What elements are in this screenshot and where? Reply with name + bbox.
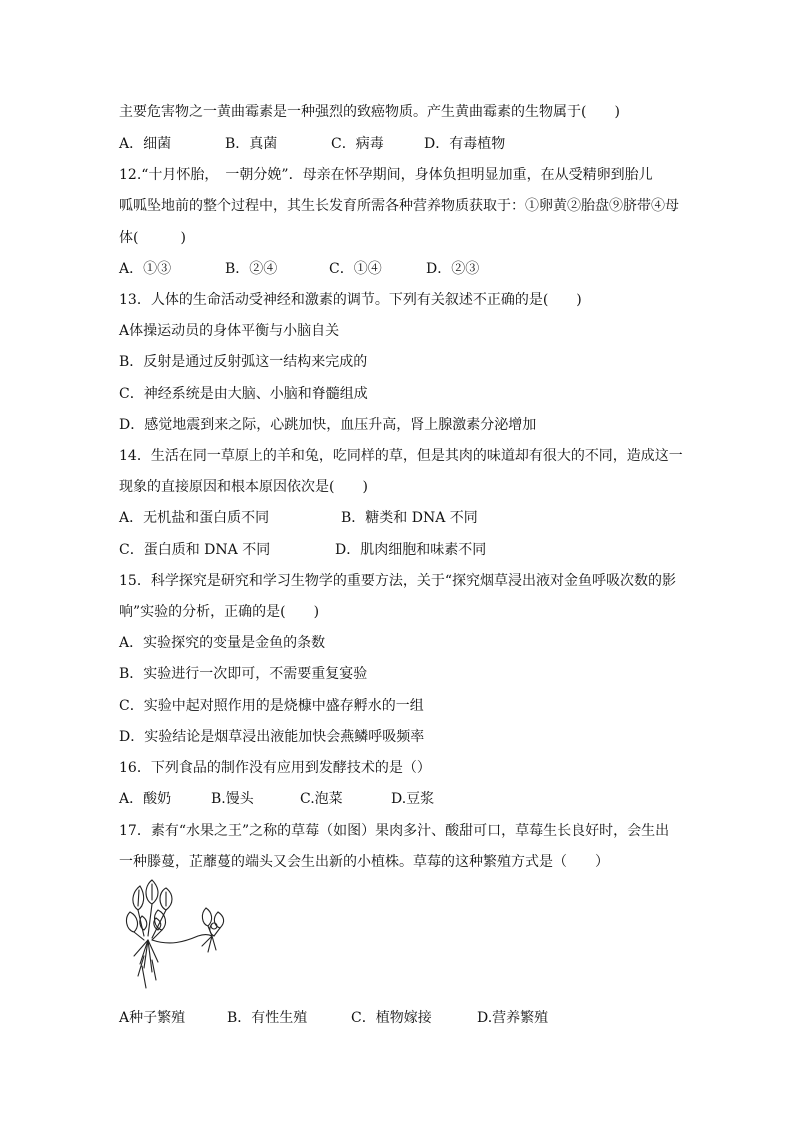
q17-option-d: D.营养繁殖 xyxy=(477,1010,549,1026)
q11-option-c: C．病毒 xyxy=(331,136,384,152)
q14-option-a: A．无机盐和蛋白质不同 xyxy=(119,510,270,526)
q14-stem-line2: 现象的直接原因和根本原因依次是( ) xyxy=(119,479,368,495)
q17-stem-line1: 17．素有“水果之王”之称的草莓（如图）果肉多汁、酸甜可口，草莓生长良好时，会生出 xyxy=(119,823,670,839)
q11-stem: 主要危害物之一黄曲霉素是一种强烈的致癌物质。产生黄曲霉素的生物属于( ) xyxy=(119,104,620,120)
strawberry-plant-figure xyxy=(122,876,234,1000)
q14-option-c: C．蛋白质和 DNA 不同 xyxy=(119,542,271,558)
q12-stem-line2: 呱呱坠地前的整个过程中，其生长发育所需各种营养物质获取于：①卵黄②胎盘⑨脐带④母 xyxy=(119,198,679,214)
q14-option-d: D．肌肉细胞和味素不同 xyxy=(335,542,487,558)
q14-options-row1 xyxy=(119,508,478,528)
q14-option-b: B．糖类和 DNA 不同 xyxy=(341,510,478,526)
q15-option-c: C．实验中起对照作用的是烧槺中盛存孵水的一组 xyxy=(119,698,424,714)
q11-option-d: D．有毒植物 xyxy=(424,136,506,152)
q16-option-b: B.馒头 xyxy=(211,791,254,807)
q12-option-d: D．②③ xyxy=(426,261,480,277)
q17-option-b: B．有性生殖 xyxy=(227,1010,308,1026)
q17-option-a: A种子繁殖 xyxy=(119,1010,186,1026)
q12-stem-line3: 体( ) xyxy=(119,230,186,246)
q15-stem-line2: 响”实验的分析，正确的是( ) xyxy=(119,604,320,620)
q17-stem-line2: 一种滕蔓，芷蘼蔓的端头又会生出新的小植株。草莓的这种繁殖方式是（ ） xyxy=(119,854,609,870)
q11-option-a: A．细菌 xyxy=(119,136,172,152)
q12-option-a: A．①③ xyxy=(119,261,172,277)
q12-stem-line1: 12.“十月怀胎， 一朝分娩”．母亲在怀孕期间，身体负担明显加重，在从受精卵到胎儿 xyxy=(119,167,653,183)
q13-option-c: C．神经系统是由大脑、小脑和脊髓组成 xyxy=(119,386,368,402)
q15-option-b: B．实验进行一次即可，不需要重复宴验 xyxy=(119,666,368,682)
q16-stem: 16．下列食品的制作没有应用到发酵技术的是（） xyxy=(119,760,431,776)
q13-option-b: B．反射是通过反射弧这一结构来完成的 xyxy=(119,354,368,370)
q15-stem-line1: 15．科学探究是研究和学习生物学的重要方法，关于“探究烟草浸出液对金鱼呼吸次数的影 xyxy=(119,573,676,589)
q12-option-b: B．②④ xyxy=(225,261,278,277)
q13-stem: 13．人体的生命活动受神经和激素的调节。下列有关叙述不正确的是( ) xyxy=(119,292,582,308)
q17-option-c: C．植物嫁接 xyxy=(351,1010,432,1026)
q16-options xyxy=(119,789,434,809)
q16-option-c: C.泡菜 xyxy=(300,791,343,807)
q15-option-d: D．实验结论是烟草浸出液能加快会燕鳞呼吸频率 xyxy=(119,729,425,745)
q12-option-c: C．①④ xyxy=(329,261,382,277)
q16-option-d: D.豆浆 xyxy=(391,791,435,807)
q15-option-a: A．实验探究的变量是金鱼的条数 xyxy=(119,635,326,651)
q14-stem-line1: 14．生活在同一草原上的羊和兔，吃同样的草，但是其肉的味道却有很大的不同，造成这一 xyxy=(119,448,683,464)
q16-option-a: A．酸奶 xyxy=(119,791,172,807)
q11-option-b: B．真菌 xyxy=(225,136,278,152)
q17-options xyxy=(119,1008,548,1028)
q12-options xyxy=(119,259,479,279)
q13-option-d: D．感觉地震到来之际，心跳加快，血压升高，肾上腺激素分泌增加 xyxy=(119,417,537,433)
q14-options-row2 xyxy=(119,540,486,560)
q11-options xyxy=(119,134,505,154)
q13-option-a: A体操运动员的身体平衡与小脑自关 xyxy=(119,323,340,339)
